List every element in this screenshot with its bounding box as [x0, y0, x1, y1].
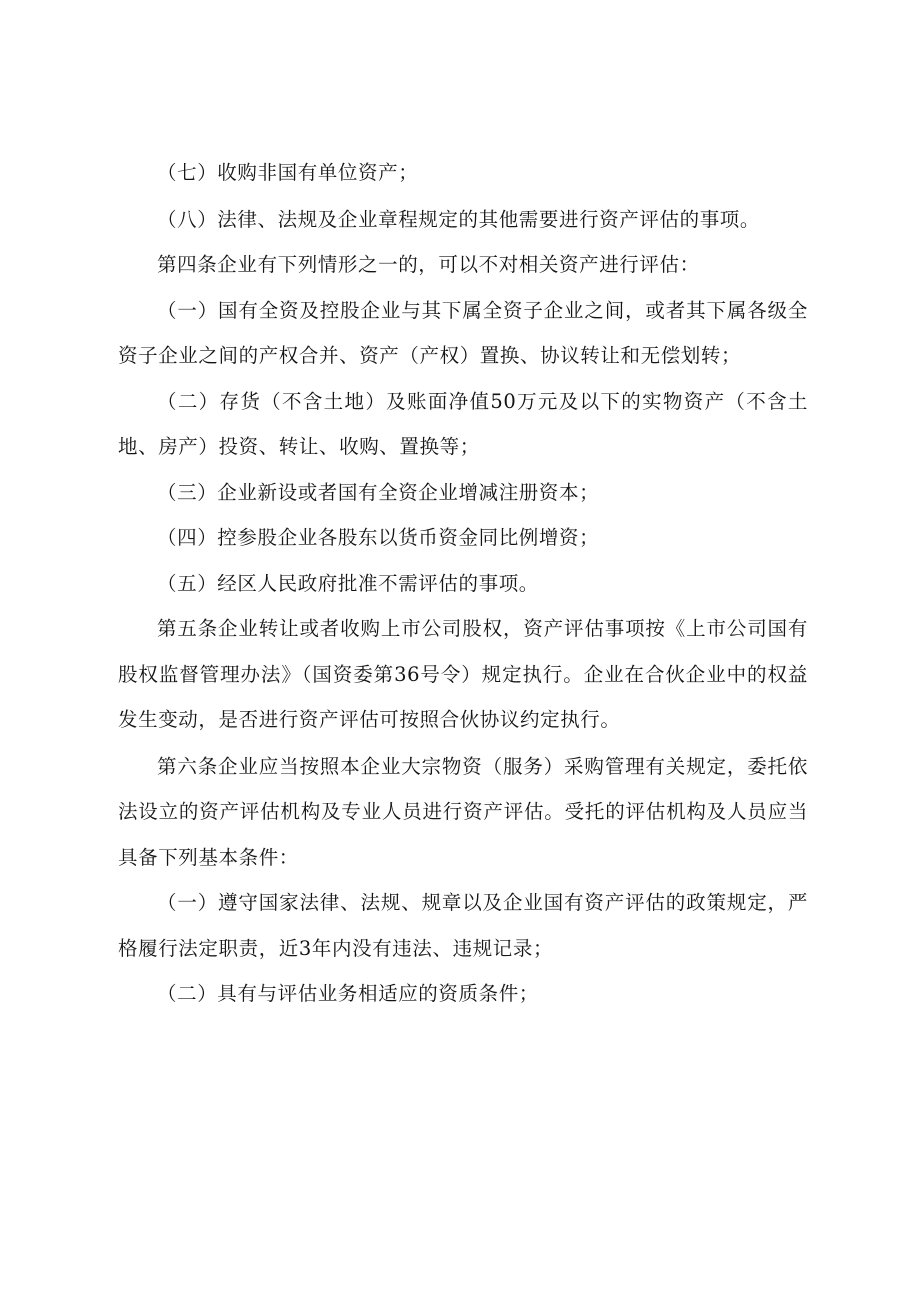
- article-4-item-3: （三）企业新设或者国有全资企业增减注册资本；: [157, 480, 600, 504]
- article-4-item-1: （一）国有全资及控股企业与其下属全资子企业之间，或者其下属各级全资子企业之间的产权合并、资产（产权）置换、协议转让和无偿划转；: [118, 298, 808, 367]
- article-4-item-4: （四）控参股企业各股东以货币资金同比例增资；: [157, 526, 600, 549]
- document-body: [118, 150, 808, 1017]
- paragraph-item-7: （七）收购非国有单位资产；: [157, 161, 419, 184]
- article-6-item-1: （一）遵守国家法律、法规、规章以及企业国有资产评估的政策规定，严格履行法定职责，近3年内没有违法、违规记录；: [118, 891, 808, 960]
- article-4-heading: 第四条企业有下列情形之一的，可以不对相关资产进行评估：: [157, 253, 700, 276]
- article-4-item-2: （二）存货（不含土地）及账面净值50万元及以下的实物资产（不含土地、房产）投资、转让、收购、置换等；: [118, 389, 808, 458]
- article-5: 第五条企业转让或者收购上市公司股权，资产评估事项按《上市公司国有股权监督管理办法》（国资委第36号令）规定执行。企业在合伙企业中的权益发生变动，是否进行资产评估可按照合伙协议约定执行。: [118, 617, 808, 731]
- article-6: 第六条企业应当按照本企业大宗物资（服务）采购管理有关规定，委托依法设立的资产评估机构及专业人员进行资产评估。受托的评估机构及人员应当具备下列基本条件：: [118, 754, 808, 869]
- article-4-item-5: （五）经区人民政府批准不需评估的事项。: [157, 571, 539, 595]
- paragraph-item-8: （八）法律、法规及企业章程规定的其他需要进行资产评估的事项。: [157, 207, 761, 231]
- article-6-item-2: （二）具有与评估业务相适应的资质条件；: [157, 982, 539, 1005]
